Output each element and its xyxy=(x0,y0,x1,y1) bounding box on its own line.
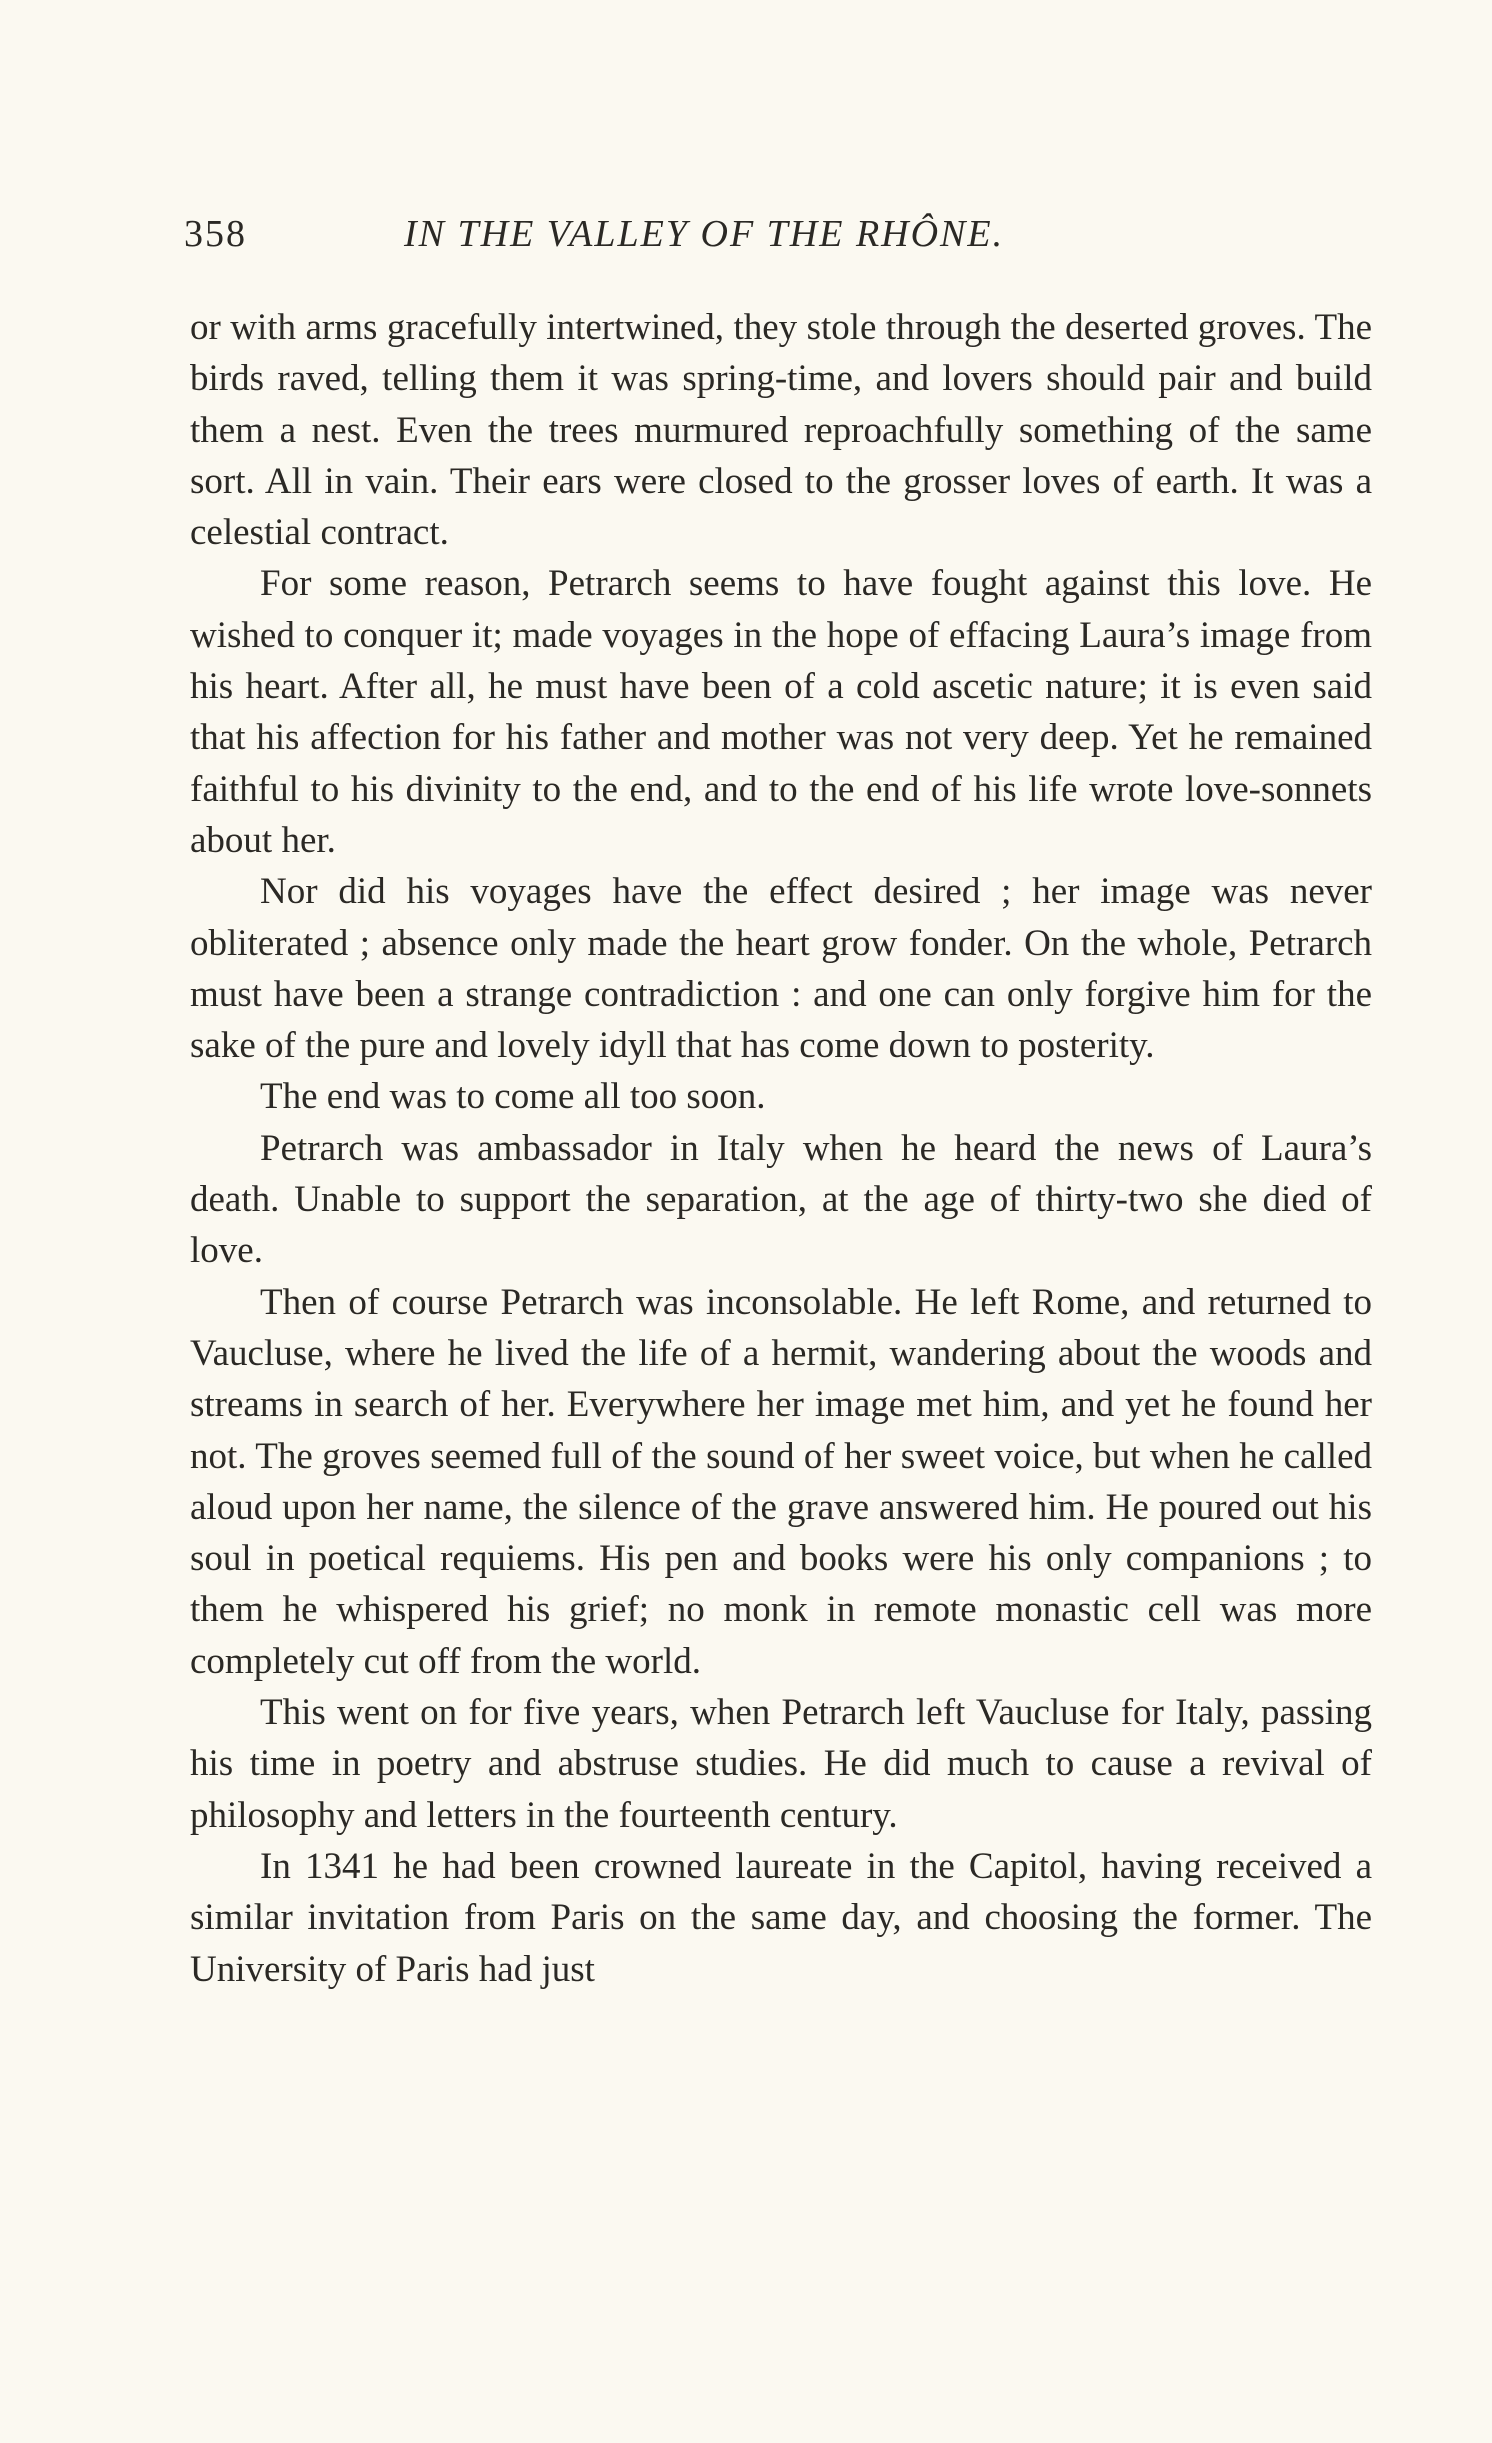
page-number: 358 xyxy=(184,213,247,255)
paragraph: Petrarch was ambassador in Italy when he heard the news of Laura’s death. Unable to support the separation, at the age of thirty-two she died of love. xyxy=(190,1127,1372,1272)
running-head xyxy=(184,212,1374,264)
paragraph: This went on for five years, when Petrarch left Vaucluse for Italy, passing his time in poetry and abstruse studies. He did much to cause a revival of philosophy and letters in the fourteenth century. xyxy=(190,1692,1372,1836)
body-text xyxy=(190,302,1372,1995)
paragraph: For some reason, Petrarch seems to have fought against this love. He wished to conquer it; made voyages in the hope of effacing Laura’s image from his heart. After all, he must have been of a cold ascetic nature; it is even said that his affection for his father and mother was not very deep. Yet he remained faithful to his divinity to the end, and to the end of his life wrote love-sonnets about her. xyxy=(190,563,1372,861)
paragraph: In 1341 he had been crowned laureate in the Capitol, having received a similar invitation from Paris on the same day, and choosing the former. The University of Paris had just xyxy=(190,1845,1372,1990)
running-title: IN THE VALLEY OF THE RHÔNE. xyxy=(404,213,1005,255)
paragraph: Nor did his voyages have the effect desired ; her image was never obliterated ; absence only made the heart grow fonder. On the whole, Petrarch must have been a strange contradiction : and one can only forgive him for the sake of the pure and lovely idyll that has come down to posterity. xyxy=(190,871,1372,1067)
paragraph: The end was to come all too soon. xyxy=(260,1076,766,1118)
paragraph: Then of course Petrarch was inconsolable. He left Rome, and returned to Vaucluse, where he lived the life of a hermit, wandering about the woods and streams in search of her. Everywhere her image met him, and yet he found her not. The groves seemed full of the sound of her sweet voice, but when he called aloud upon her name, the silence of the grave answered him. He poured out his soul in poetical requiems. His pen and books were his only companions ; to them he whispered his grief; no monk in remote monastic cell was more completely cut off from the world. xyxy=(190,1281,1372,1682)
paragraph-continued: or with arms gracefully intertwined, they stole through the deserted groves. The birds raved, telling them it was spring-time, and lovers should pair and build them a nest. Even the trees murmured reproachfully something of the same sort. All in vain. Their ears were closed to the grosser loves of earth. It was a celestial contract. xyxy=(190,307,1372,554)
